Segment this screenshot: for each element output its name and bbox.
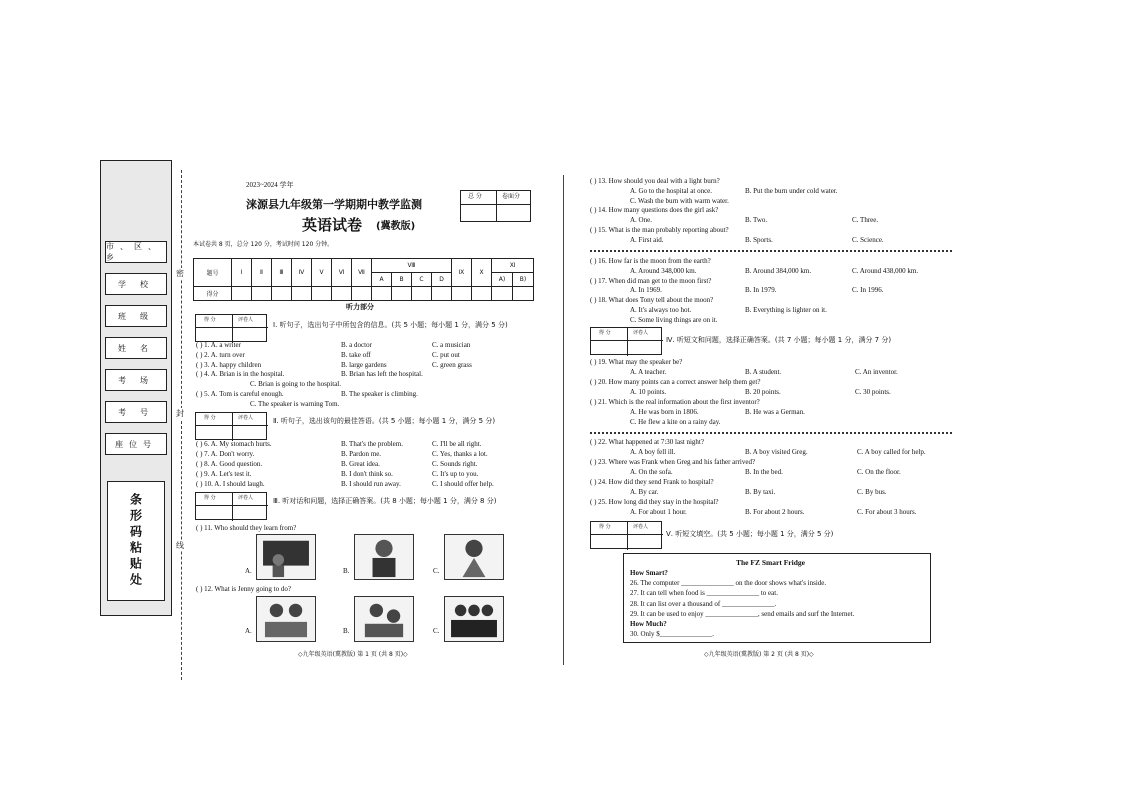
scorer-box-5 bbox=[590, 521, 662, 549]
question-11: ( ) 11. Who should they learn from? bbox=[196, 524, 297, 532]
question-27[interactable]: 27. It can tell when food is _______________ to eat. bbox=[630, 589, 778, 597]
subject-title: 英语试卷 bbox=[302, 216, 363, 234]
question-line: B. I should run away. bbox=[341, 480, 401, 488]
section-3-title: Ⅲ. 听对话和问题，选择正确答案。(共 8 小题；每小题 1 分，满分 8 分) bbox=[273, 497, 497, 505]
question-line: B. The speaker is climbing. bbox=[341, 390, 418, 398]
score-table bbox=[193, 258, 534, 301]
scorer-score: 得 分 bbox=[204, 415, 216, 421]
answer-option[interactable]: B. By taxi. bbox=[745, 488, 776, 496]
answer-option[interactable]: C. On the floor. bbox=[857, 468, 901, 476]
answer-option[interactable]: B. A boy visited Greg. bbox=[745, 448, 808, 456]
answer-option[interactable]: C. The speaker is warning Tom. bbox=[250, 399, 340, 408]
col-11: Ⅺ bbox=[492, 259, 534, 273]
scorer-box-1 bbox=[195, 314, 267, 342]
answer-option[interactable]: B. In 1979. bbox=[745, 286, 777, 295]
q12-picture-c[interactable] bbox=[444, 596, 504, 642]
question-line: ( ) 21. Which is the real information about the first inventor? bbox=[590, 398, 760, 406]
answer-option[interactable]: A. On the sofa. bbox=[630, 468, 673, 476]
q11-option-b-label: B. bbox=[343, 567, 350, 575]
notice-heading-much: How Much? bbox=[630, 620, 667, 628]
field-region: 市、区、乡 bbox=[105, 241, 167, 263]
exam-info: 本试卷共 8 页，总分 120 分，考试时间 120 分钟。 bbox=[193, 241, 334, 248]
page-divider bbox=[563, 175, 564, 665]
question-line: B. take off bbox=[341, 350, 371, 359]
answer-option[interactable]: B. Everything is lighter on it. bbox=[745, 306, 827, 314]
col-9: Ⅸ bbox=[452, 259, 472, 287]
question-line: ( ) 15. What is the man probably reporting about? bbox=[590, 226, 729, 234]
question-line: ( ) 22. What happened at 7:30 last night? bbox=[590, 438, 704, 446]
col-10: Ⅹ bbox=[472, 259, 492, 287]
question-line: ( ) 7. A. Don't worry. bbox=[196, 450, 255, 458]
col-11a: A) bbox=[492, 273, 513, 287]
question-line: ( ) 5. A. Tom is careful enough. bbox=[196, 390, 284, 398]
answer-option[interactable]: C. Brian is going to the hospital. bbox=[250, 380, 341, 389]
col-7: Ⅶ bbox=[352, 259, 372, 287]
question-line: ( ) 23. Where was Frank when Greg and his father arrived? bbox=[590, 458, 756, 466]
answer-option[interactable]: A. One. bbox=[630, 216, 652, 225]
col-1: Ⅰ bbox=[232, 259, 252, 287]
seal-mark-xian: 线 bbox=[176, 541, 184, 550]
q12-option-c-label: C. bbox=[433, 627, 440, 635]
question-line: C. I should offer help. bbox=[432, 480, 494, 488]
question-line: C. Sounds right. bbox=[432, 460, 478, 468]
divider-wave-2 bbox=[590, 432, 952, 436]
question-line: ( ) 25. How long did they stay in the hospital? bbox=[590, 498, 719, 506]
row-label-score: 得分 bbox=[194, 287, 232, 301]
smart-fridge-notice bbox=[623, 553, 931, 643]
answer-option[interactable]: A. A teacher. bbox=[630, 368, 667, 376]
answer-option[interactable]: A. For about 1 hour. bbox=[630, 508, 687, 516]
q11-option-c-label: C. bbox=[433, 567, 440, 575]
col-6: Ⅵ bbox=[332, 259, 352, 287]
q12-picture-b[interactable] bbox=[354, 596, 414, 642]
answer-option[interactable]: C. Around 438,000 km. bbox=[852, 266, 919, 275]
scorer-box-4 bbox=[590, 327, 662, 355]
notice-title: The FZ Smart Fridge bbox=[736, 558, 805, 567]
total-score-box bbox=[460, 190, 531, 222]
question-line: B. Pardon me. bbox=[341, 450, 382, 458]
question-line: C. I'll be all right. bbox=[432, 440, 482, 448]
answer-option[interactable]: B. For about 2 hours. bbox=[745, 508, 805, 516]
seal-mark-mi: 密 bbox=[176, 269, 184, 278]
question-line: C. a musician bbox=[432, 341, 471, 349]
question-line: ( ) 14. How many questions does the girl ask? bbox=[590, 206, 719, 215]
question-line: B. I don't think so. bbox=[341, 470, 393, 478]
notice-heading-smart: How Smart? bbox=[630, 569, 668, 577]
question-26[interactable]: 26. The computer _______________ on the door shows what's inside. bbox=[630, 579, 827, 587]
answer-option[interactable]: B. Sports. bbox=[745, 235, 773, 244]
answer-option[interactable]: B. Around 384,000 km. bbox=[745, 266, 812, 275]
question-line: B. Brian has left the hospital. bbox=[341, 370, 423, 379]
col-8d: D bbox=[432, 273, 452, 287]
question-line: B. large gardens bbox=[341, 360, 387, 369]
seal-line bbox=[181, 170, 182, 680]
question-line: ( ) 17. When did man get to the moon first? bbox=[590, 276, 712, 285]
answer-option[interactable]: C. Science. bbox=[852, 235, 884, 244]
col-8a: A bbox=[372, 273, 392, 287]
school-year: 2023~2024 学年 bbox=[246, 181, 294, 189]
answer-option[interactable]: B. He was a German. bbox=[745, 408, 805, 416]
field-school: 学 校 bbox=[105, 273, 167, 295]
answer-option[interactable]: C. He flew a kite on a rainy day. bbox=[630, 418, 721, 426]
page-1-footer: ◇九年级英语(冀教版) 第 1 页 (共 8 页)◇ bbox=[298, 651, 408, 658]
question-line: ( ) 3. A. happy children bbox=[196, 360, 262, 369]
total-label: 总 分 bbox=[468, 193, 482, 200]
col-5: Ⅴ bbox=[312, 259, 332, 287]
answer-option[interactable]: A. In 1969. bbox=[630, 286, 662, 295]
question-line: C. green grass bbox=[432, 360, 472, 369]
q12-picture-a[interactable] bbox=[256, 596, 316, 642]
answer-option[interactable]: A. 10 points. bbox=[630, 388, 667, 396]
barcode-label: 条形码粘贴处 bbox=[128, 493, 143, 589]
question-line: ( ) 1. A. a writer bbox=[196, 341, 241, 349]
question-28[interactable]: 28. It can list over a thousand of _______________. bbox=[630, 600, 777, 608]
question-line: ( ) 18. What does Tony tell about the moon? bbox=[590, 296, 714, 305]
divider-wave-1 bbox=[590, 250, 952, 254]
q12-option-a-label: A. bbox=[245, 627, 252, 635]
answer-option[interactable]: A. By car. bbox=[630, 488, 659, 496]
col-3: Ⅲ bbox=[272, 259, 292, 287]
section-4-title: Ⅳ. 听短文和问题，选择正确答案。(共 7 小题；每小题 1 分，满分 7 分) bbox=[666, 336, 892, 344]
question-line: ( ) 4. A. Brian is in the hospital. bbox=[196, 370, 285, 379]
answer-option[interactable]: B. In the bed. bbox=[745, 468, 783, 476]
scorer-grader: 评卷人 bbox=[238, 317, 254, 323]
page-2-footer: ◇九年级英语(冀教版) 第 2 页 (共 8 页)◇ bbox=[704, 651, 814, 658]
field-name: 姓 名 bbox=[105, 337, 167, 359]
question-12: ( ) 12. What is Jenny going to do? bbox=[196, 585, 291, 593]
col-8c: C bbox=[412, 273, 432, 287]
scorer-grader: 评卷人 bbox=[633, 524, 649, 530]
answer-option[interactable]: B. Put the burn under cold water. bbox=[745, 186, 838, 195]
col-4: Ⅳ bbox=[292, 259, 312, 287]
answer-option[interactable]: A. First aid. bbox=[630, 235, 664, 244]
listening-title: 听力部分 bbox=[346, 303, 374, 311]
answer-option[interactable]: C. 30 points. bbox=[855, 388, 891, 396]
scorer-grader: 评卷人 bbox=[238, 495, 254, 501]
question-line: B. a doctor bbox=[341, 341, 372, 349]
answer-option[interactable]: C. Three. bbox=[852, 216, 879, 225]
field-exam-number: 考 号 bbox=[105, 401, 167, 423]
question-30[interactable]: 30. Only $_______________. bbox=[630, 630, 714, 638]
answer-option[interactable]: B. Two. bbox=[745, 216, 768, 225]
answer-option[interactable]: C. A boy called for help. bbox=[857, 448, 926, 456]
answer-option[interactable]: A. A boy fell ill. bbox=[630, 448, 676, 456]
section-1-title: Ⅰ. 听句子，选出句子中所包含的信息。(共 5 小题；每小题 1 分，满分 5 分) bbox=[273, 321, 508, 329]
question-line: ( ) 8. A. Good question. bbox=[196, 460, 263, 468]
question-line: B. Great idea. bbox=[341, 460, 380, 468]
question-line: ( ) 19. What may the speaker be? bbox=[590, 358, 683, 366]
answer-option[interactable]: A. Around 348,000 km. bbox=[630, 266, 697, 275]
question-line: ( ) 9. A. Let's test it. bbox=[196, 470, 252, 478]
question-line: ( ) 10. A. I should laugh. bbox=[196, 480, 265, 488]
answer-option[interactable]: C. Some living things are on it. bbox=[630, 315, 718, 324]
answer-option[interactable]: A. He was born in 1806. bbox=[630, 408, 699, 416]
edition-label: (冀教版) bbox=[376, 221, 416, 232]
answer-option[interactable]: C. For about 3 hours. bbox=[857, 508, 917, 516]
section-5-title: Ⅴ. 听短文填空。(共 5 小题；每小题 1 分，满分 5 分) bbox=[666, 530, 834, 538]
neatness-label: 卷面分 bbox=[502, 193, 521, 200]
scorer-score: 得 分 bbox=[599, 330, 611, 336]
question-line: ( ) 16. How far is the moon from the earth? bbox=[590, 257, 711, 265]
scorer-grader: 评卷人 bbox=[238, 415, 254, 421]
field-class: 班 级 bbox=[105, 305, 167, 327]
field-exam-room: 考 场 bbox=[105, 369, 167, 391]
question-line: ( ) 6. A. My stomach hurts. bbox=[196, 440, 272, 448]
q11-picture-a[interactable] bbox=[256, 534, 316, 580]
binding-sidebar bbox=[100, 160, 172, 616]
question-line: ( ) 20. How many points can a correct answer help them get? bbox=[590, 378, 761, 386]
answer-option[interactable]: B. A student. bbox=[745, 368, 782, 376]
q11-option-a-label: A. bbox=[245, 567, 252, 575]
answer-option[interactable]: B. 20 points. bbox=[745, 388, 781, 396]
seal-mark-feng: 封 bbox=[176, 409, 184, 418]
answer-option[interactable]: A. It's always too hot. bbox=[630, 306, 692, 314]
question-line: ( ) 24. How did they send Frank to hospital? bbox=[590, 478, 714, 486]
scorer-score: 得 分 bbox=[204, 317, 216, 323]
question-line: ( ) 2. A. turn over bbox=[196, 350, 245, 359]
answer-option[interactable]: C. By bus. bbox=[857, 488, 887, 496]
q11-picture-b[interactable] bbox=[354, 534, 414, 580]
barcode-area bbox=[107, 481, 165, 601]
col-2: Ⅱ bbox=[252, 259, 272, 287]
question-29[interactable]: 29. It can be used to enjoy _______________, send emails and surf the Internet. bbox=[630, 610, 855, 618]
exam-title: 涞源县九年级第一学期期中教学监测 bbox=[246, 198, 422, 211]
question-line: C. put out bbox=[432, 350, 460, 359]
answer-option[interactable]: A. Go to the hospital at once. bbox=[630, 186, 713, 195]
col-8b: B bbox=[392, 273, 412, 287]
scorer-grader: 评卷人 bbox=[633, 330, 649, 336]
scorer-box-2 bbox=[195, 412, 267, 440]
q11-picture-c[interactable] bbox=[444, 534, 504, 580]
scorer-score: 得 分 bbox=[204, 495, 216, 501]
q12-option-b-label: B. bbox=[343, 627, 350, 635]
answer-option[interactable]: C. Wash the burn with warm water. bbox=[630, 196, 729, 205]
answer-option[interactable]: C. An inventor. bbox=[855, 368, 898, 376]
question-line: C. Yes, thanks a lot. bbox=[432, 450, 488, 458]
col-8: Ⅷ bbox=[372, 259, 452, 273]
question-line: C. It's up to you. bbox=[432, 470, 479, 478]
question-line: B. That's the problem. bbox=[341, 440, 403, 448]
answer-option[interactable]: C. In 1996. bbox=[852, 286, 884, 295]
field-seat-number: 座位号 bbox=[105, 433, 167, 455]
section-2-title: Ⅱ. 听句子，选出该句的最佳答语。(共 5 小题；每小题 1 分，满分 5 分) bbox=[273, 417, 496, 425]
question-line: ( ) 13. How should you deal with a light burn? bbox=[590, 177, 720, 185]
scorer-box-3 bbox=[195, 492, 267, 520]
row-label-number: 题号 bbox=[194, 259, 232, 287]
col-11b: B) bbox=[513, 273, 534, 287]
scorer-score: 得 分 bbox=[599, 524, 611, 530]
